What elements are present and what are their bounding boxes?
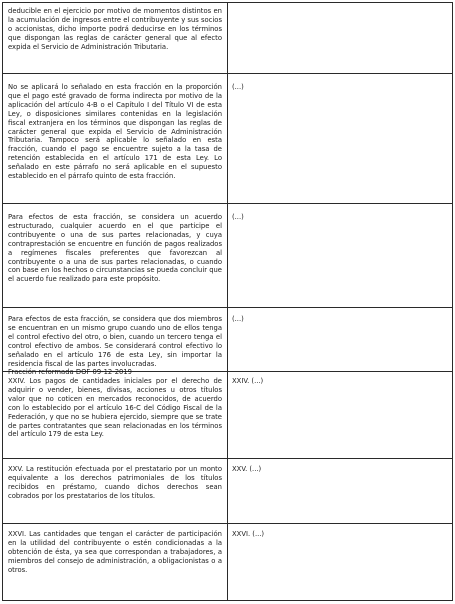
reform-cell-ellipsis: (...) (232, 213, 244, 221)
row-divider (3, 458, 452, 459)
fraction-xxvi: XXVI. Las cantidades que tengan el carácter de participación en la utilidad del contribuyente o estén condicionadas a la obtención de ésta, ya sea que correspondan a trabajadores, a miembros del consejo de administración, a obligacionistas o a otros. (8, 530, 222, 574)
reform-note: Fracción reformada DOF 09-12-2019 (8, 368, 132, 377)
fraction-xxiv: XXIV. Los pagos de cantidades iniciales por el derecho de adquirir o vender, bienes, divisas, acciones u otros títulos valor que no coticen en mercados reconocidos, de acuerdo con lo establecido por el artículo 16-C del Código Fiscal de la Federación, y que no se hubiera ejercido, siempre que se trate de partes contratantes que sean relacionadas en los términos del artículo 179 de esta Ley. (8, 377, 222, 439)
row-divider (3, 307, 452, 308)
row-divider (3, 523, 452, 524)
reform-cell-xxiv: XXIV. (...) (232, 377, 264, 385)
reform-cell-ellipsis: (...) (232, 83, 244, 91)
paragraph-text: Para efectos de esta fracción, se considera que dos miembros se encuentran en un mismo grupo cuando uno de ellos tenga el control efectivo del otro, o bien, cuando un tercero tenga el control efectivo de ambos. Se considerará control efectivo lo señalado en el artículo 176 de esta Ley, sin importar la residencia fiscal de las partes involucradas. (8, 315, 222, 368)
column-divider (227, 3, 228, 600)
paragraph-deducible: deducible en el ejercicio por motivo de momentos distintos en la acumulación de ingresos entre el contribuyente y sus socios o accionistas, dicho importe podrá deducirse en los términos que dispongan las reglas de carácter general que al efecto expida el Servicio de Administración Tributaria. (8, 7, 222, 51)
paragraph-acuerdo-estructurado: Para efectos de esta fracción, se considera un acuerdo estructurado, cualquier acuerdo en el que participe el contribuyente o una de sus partes relacionadas, y cuya contraprestación se encuentre en función de pagos realizados a regímenes fiscales preferentes que favorezcan al contribuyente o a una de sus partes relacionadas, o cuando con base en los hechos o circunstancias se pueda concluir que el acuerdo fue realizado para este propósito. (8, 213, 222, 284)
paragraph-no-se-aplicara: No se aplicará lo señalado en esta fracción en la proporción que el pago esté gravado de forma indirecta por motivo de la aplicación del artículo 4-B o el Capítulo I del Título VI de esta Ley, o disposiciones similares contenidas en la legislación fiscal extranjera en los términos que dispongan las reglas de carácter general que expida el Servicio de Administración Tributaria. Tampoco será aplicable lo señalado en esta fracción, cuando el pago se encuentre sujeto a la tasa de retención establecida en el artículo 171 de esta Ley. Lo señalado en este párrafo no será aplicable en el supuesto establecido en el párrafo quinto de esta fracción. (8, 83, 222, 181)
reform-cell-xxv: XXV. (...) (232, 465, 262, 473)
row-divider (3, 203, 452, 204)
reform-cell-ellipsis: (...) (232, 315, 244, 323)
reform-cell-xxvi: XXVI. (...) (232, 530, 265, 538)
comparison-table (2, 2, 453, 601)
fraction-xxv: XXV. La restitución efectuada por el prestatario por un monto equivalente a los derechos patrimoniales de los títulos recibidos en préstamo, cuando dichos derechos sean cobrados por los prestatarios de los títulos. (8, 465, 222, 500)
row-divider (3, 73, 452, 74)
paragraph-mismo-grupo (8, 315, 222, 377)
